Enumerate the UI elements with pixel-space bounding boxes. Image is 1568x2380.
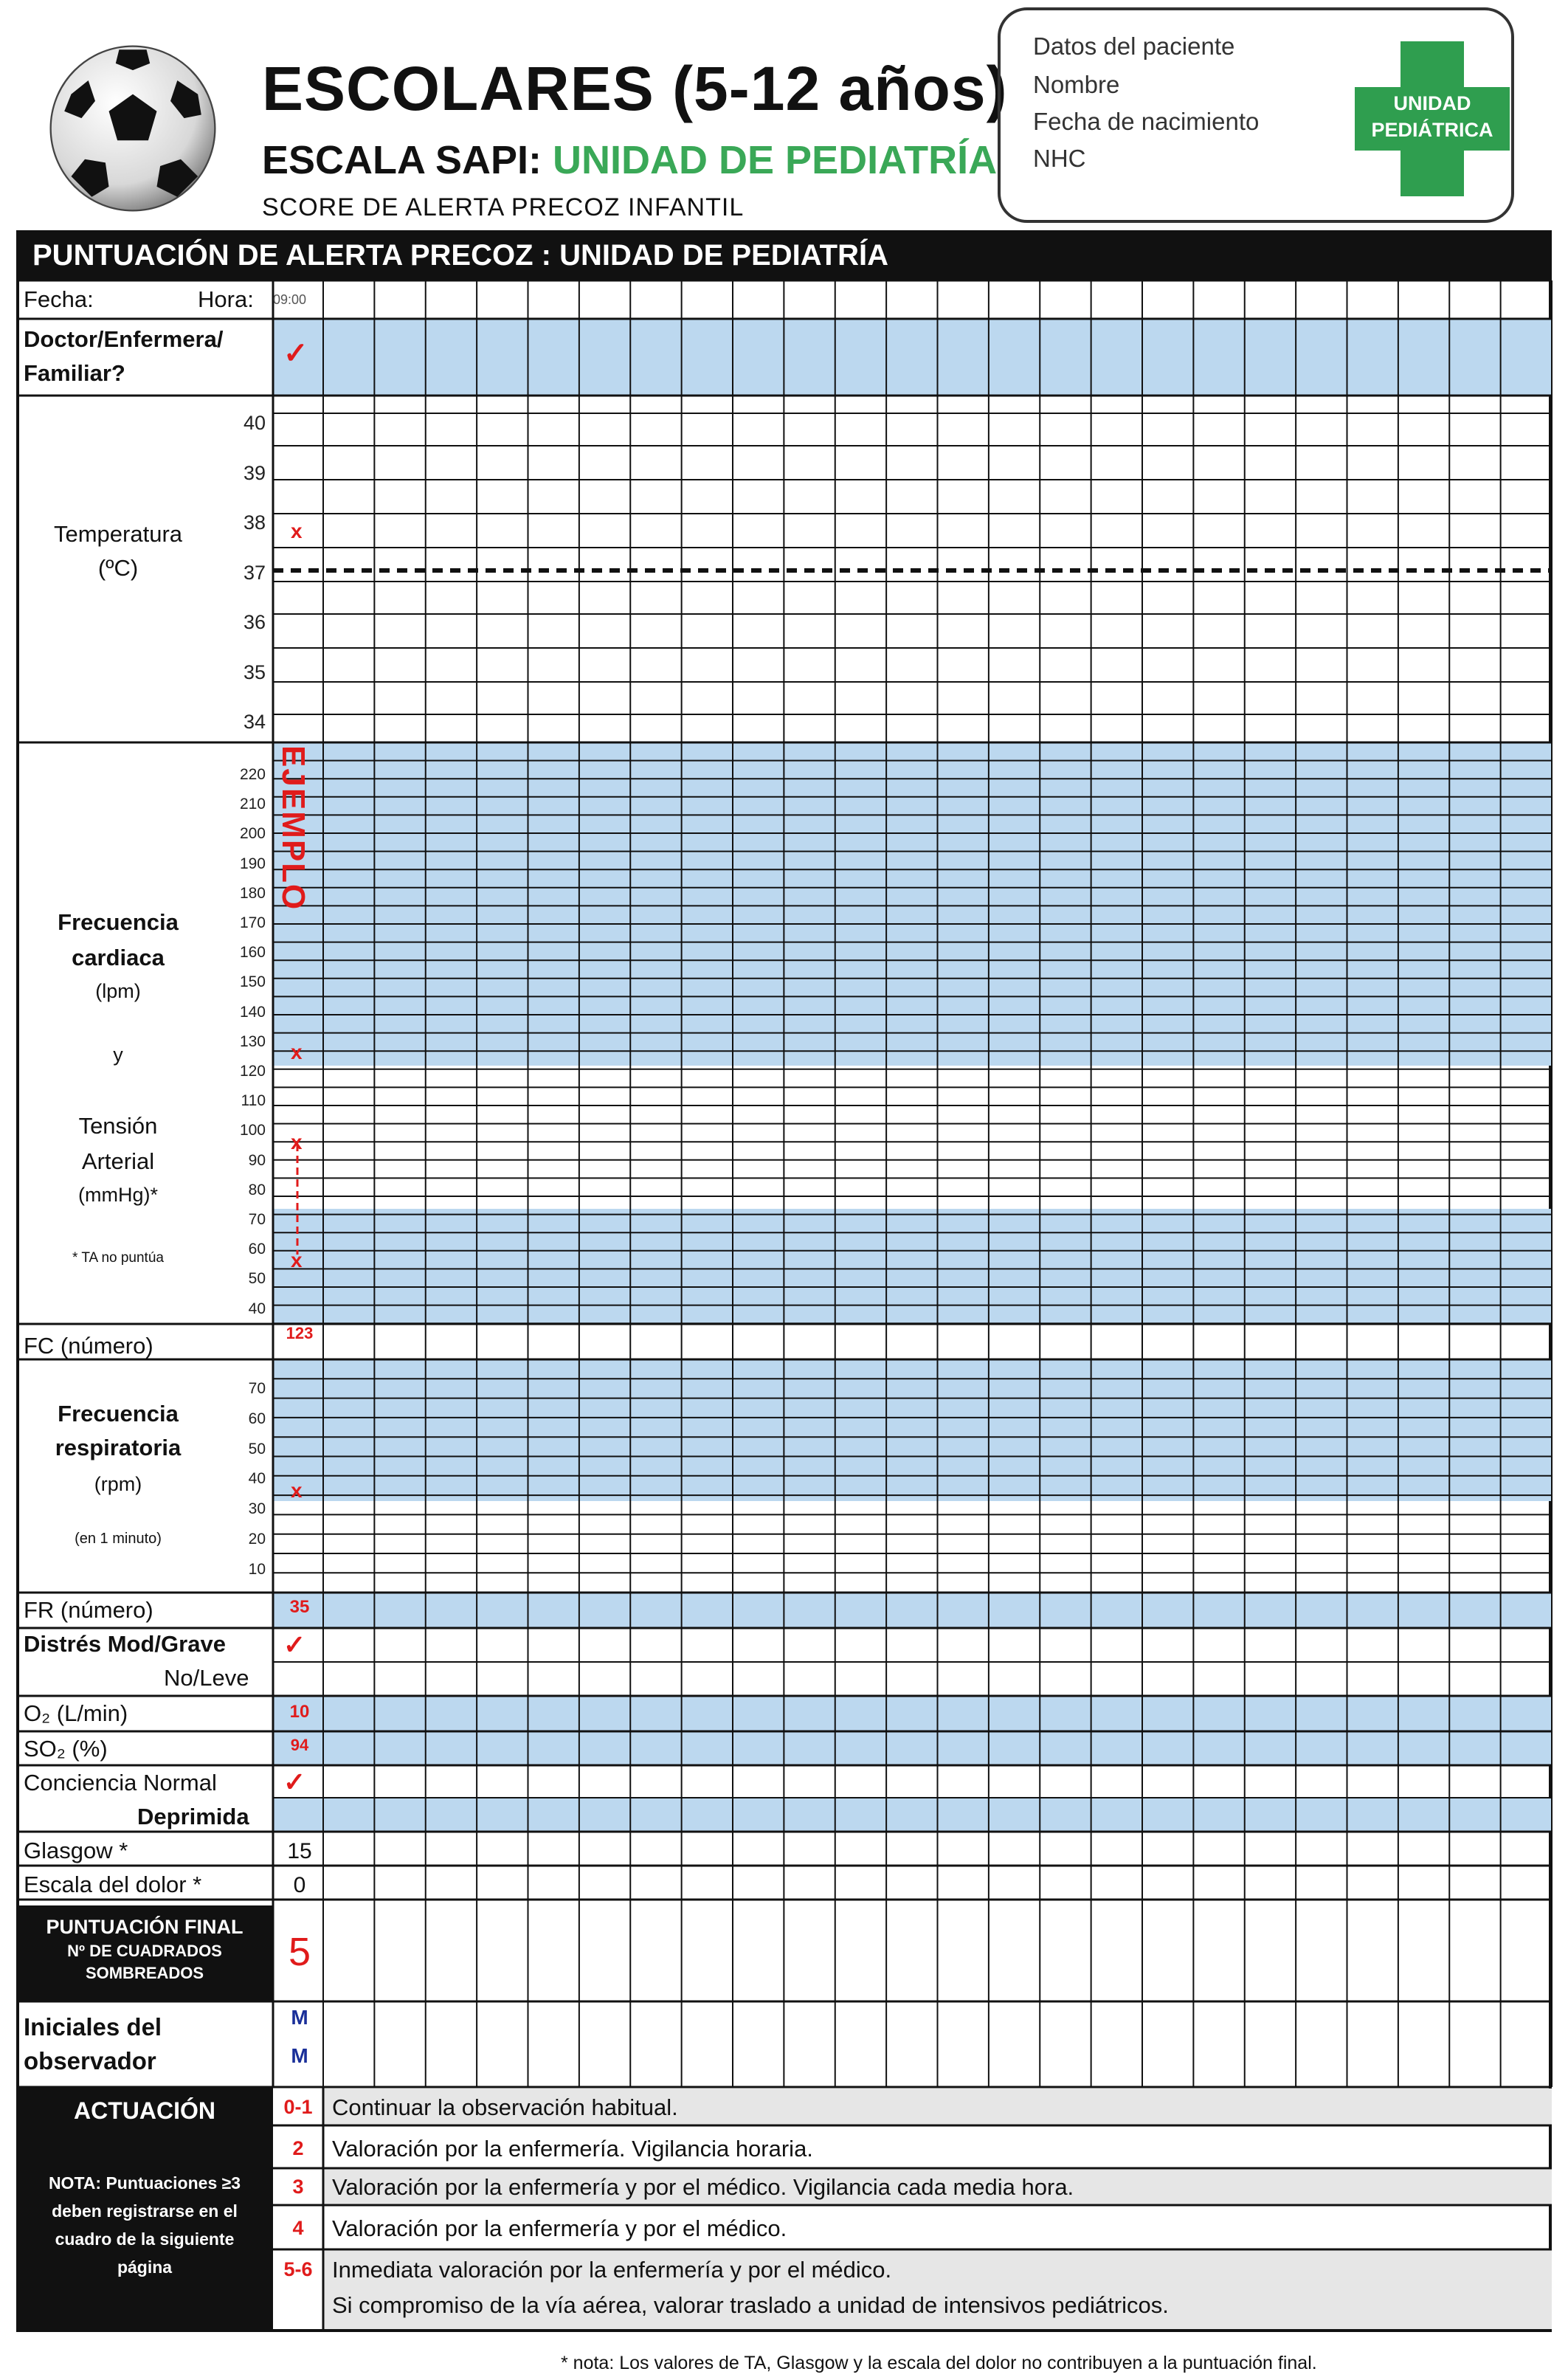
pain-label: Escala del dolor *: [24, 1872, 202, 1897]
footnote: * nota: Los valores de TA, Glasgow y la escala del dolor no contribuyen a la puntuación final.: [561, 2353, 1317, 2373]
final-score-label-3: SOMBREADOS: [85, 1964, 204, 1982]
action-score-1: 0-1: [283, 2096, 313, 2118]
band-distress: [273, 1593, 1552, 1628]
heart-rate-tick: 60: [248, 1241, 266, 1258]
example-final-value: 5: [288, 1930, 311, 1974]
heart-rate-tick: 190: [239, 855, 266, 872]
resp-rate-tick: 50: [248, 1440, 266, 1458]
band-observer: [273, 319, 1552, 396]
final-score-label-1: PUNTUACIÓN FINAL: [46, 1916, 244, 1938]
ta-label-2: Arterial: [81, 1148, 155, 1174]
example-conscience-check: ✓: [283, 1767, 306, 1797]
temperature-tick: 36: [243, 611, 266, 633]
heart-rate-unit: (lpm): [95, 980, 141, 1002]
patient-heading: Datos del paciente: [1033, 32, 1235, 60]
heart-rate-label-2: cardiaca: [72, 945, 165, 970]
scale-title: [262, 137, 997, 183]
heart-y: y: [113, 1044, 123, 1066]
heart-rate-tick: 140: [239, 1003, 266, 1021]
heart-rate-tick: 80: [248, 1181, 266, 1198]
action-text-3: Valoración por la enfermería y por el médico. Vigilancia cada media hora.: [332, 2174, 1074, 2200]
patient-nhc-label: NHC: [1033, 145, 1086, 172]
logo-line2: PEDIÁTRICA: [1371, 119, 1493, 141]
heart-rate-tick: 90: [248, 1151, 266, 1169]
ta-note: * TA no puntúa: [72, 1250, 164, 1266]
conscience-label-2: Deprimida: [137, 1804, 249, 1829]
observer-question-1: Doctor/Enfermera/: [24, 326, 224, 352]
scale-prefix: ESCALA SAPI:: [262, 138, 542, 182]
example-pain-value: 0: [293, 1873, 306, 1897]
example-observer-check: ✓: [283, 337, 308, 370]
example-resp-rate-mark: x: [291, 1479, 303, 1502]
temperature-tick: 38: [243, 511, 266, 534]
heart-rate-tick: 210: [239, 796, 266, 813]
resp-rate-tick: 70: [248, 1380, 266, 1397]
resp-rate-note: (en 1 minuto): [75, 1531, 162, 1547]
table-title: PUNTUACIÓN DE ALERTA PRECOZ : UNIDAD DE PEDIATRÍA: [16, 230, 1552, 280]
heart-rate-label-1: Frecuencia: [58, 909, 179, 935]
example-watermark: EJEMPLO: [275, 745, 311, 911]
heart-rate-tick: 50: [248, 1270, 266, 1288]
glasgow-label: Glasgow *: [24, 1838, 128, 1863]
o2-label: O₂ (L/min): [24, 1700, 128, 1726]
action-score-2: 2: [292, 2137, 304, 2159]
soccer-ball-icon: [47, 43, 218, 214]
fc-number-label: FC (número): [24, 1333, 153, 1359]
heart-rate-tick: 120: [239, 1063, 266, 1080]
heart-rate-tick: 70: [248, 1211, 266, 1228]
resp-rate-tick: 10: [248, 1560, 266, 1578]
band-o2: [273, 1696, 1552, 1731]
resp-rate-tick: 40: [248, 1470, 266, 1488]
temperature-unit: (ºC): [97, 555, 139, 581]
page-subtitle: SCORE DE ALERTA PRECOZ INFANTIL: [262, 193, 745, 221]
action-text-5-line2: Si compromiso de la vía aérea, valorar traslado a unidad de intensivos pediátricos.: [332, 2292, 1169, 2318]
distress-label-1: Distrés Mod/Grave: [24, 1631, 226, 1657]
heart-rate-tick: 220: [239, 766, 266, 783]
action-text-2: Valoración por la enfermería. Vigilancia horaria.: [332, 2136, 813, 2162]
heart-rate-tick: 100: [239, 1122, 266, 1139]
resp-rate-tick: 60: [248, 1410, 266, 1427]
example-so2-value: 94: [290, 1736, 309, 1754]
action-score-5: 5-6: [283, 2258, 313, 2280]
heart-rate-tick: 40: [248, 1300, 266, 1317]
heart-rate-tick: 150: [239, 973, 266, 991]
ta-unit: (mmHg)*: [78, 1184, 158, 1206]
actions-block: [16, 2087, 273, 2331]
actions-title: ACTUACIÓN: [74, 2097, 215, 2124]
initials-label-2: observador: [24, 2047, 156, 2074]
band-heart-high: [273, 742, 1552, 1066]
resp-rate-label-1: Frecuencia: [58, 1401, 179, 1427]
so2-label: SO₂ (%): [24, 1736, 108, 1762]
example-ta-low-mark: x: [291, 1249, 303, 1272]
actions-note: NOTA: Puntuaciones ≥3 deben registrarse en el cuadro de la siguiente página: [48, 2173, 241, 2277]
heart-rate-tick: 170: [239, 914, 266, 931]
hora-label: Hora:: [198, 286, 254, 312]
example-glasgow-value: 15: [287, 1839, 312, 1863]
example-ta-high-mark: x: [291, 1131, 303, 1153]
action-text-5: Inmediata valoración por la enfermería y por el médico.: [332, 2257, 892, 2283]
temperature-tick: 35: [243, 660, 266, 683]
conscience-label-1: Conciencia Normal: [24, 1770, 217, 1796]
resp-rate-label-2: respiratoria: [55, 1435, 182, 1460]
band-so2: [273, 1731, 1552, 1765]
observer-question-2: Familiar?: [24, 360, 125, 386]
final-score-block: [16, 1905, 273, 2001]
example-initial-1: M: [291, 2006, 308, 2029]
heart-rate-tick: 160: [239, 944, 266, 962]
heart-rate-tick: 200: [239, 825, 266, 843]
example-temperature-mark: x: [291, 520, 303, 542]
action-text-4: Valoración por la enfermería y por el médico.: [332, 2215, 787, 2241]
heart-rate-tick: 180: [239, 884, 266, 902]
logo-line1: UNIDAD: [1393, 92, 1471, 114]
fr-number-label: FR (número): [24, 1597, 153, 1623]
example-initial-2: M: [291, 2044, 308, 2067]
example-o2-value: 10: [289, 1702, 310, 1722]
band-conscience: [273, 1798, 1552, 1832]
action-text-1: Continuar la observación habitual.: [332, 2094, 678, 2120]
final-score-label-2: Nº DE CUADRADOS: [67, 1942, 222, 1960]
temperature-label: Temperatura: [53, 521, 183, 547]
pediatric-unit-logo: [1355, 41, 1510, 196]
example-heart-rate-mark: x: [291, 1041, 303, 1063]
patient-name-label: Nombre: [1033, 71, 1120, 98]
scale-unit: UNIDAD DE PEDIATRÍA: [553, 138, 998, 182]
fecha-label: Fecha:: [24, 286, 94, 312]
example-distress-check: ✓: [283, 1629, 306, 1660]
band-heart-low: [273, 1209, 1552, 1324]
ta-label-1: Tensión: [78, 1113, 158, 1139]
heart-rate-tick: 130: [239, 1032, 266, 1050]
page-title: ESCOLARES (5-12 años): [262, 54, 1008, 123]
temperature-tick: 34: [243, 711, 266, 733]
resp-rate-unit: (rpm): [94, 1473, 142, 1495]
patient-birth-label: Fecha de nacimiento: [1033, 108, 1260, 135]
temperature-tick: 39: [243, 461, 266, 484]
temperature-tick: 40: [243, 412, 266, 434]
resp-rate-tick: 30: [248, 1500, 266, 1518]
band-resp-high: [273, 1359, 1552, 1501]
heart-rate-tick: 110: [241, 1092, 266, 1110]
action-score-3: 3: [292, 2176, 304, 2198]
hora-value: 09:00: [273, 292, 307, 307]
temperature-tick: 37: [243, 561, 266, 584]
example-fc-value: 123: [286, 1324, 314, 1342]
distress-label-2: No/Leve: [164, 1665, 249, 1691]
resp-rate-tick: 20: [248, 1531, 266, 1548]
initials-label-1: Iniciales del: [24, 2013, 162, 2041]
example-fr-value: 35: [289, 1597, 310, 1617]
action-score-4: 4: [292, 2217, 304, 2239]
